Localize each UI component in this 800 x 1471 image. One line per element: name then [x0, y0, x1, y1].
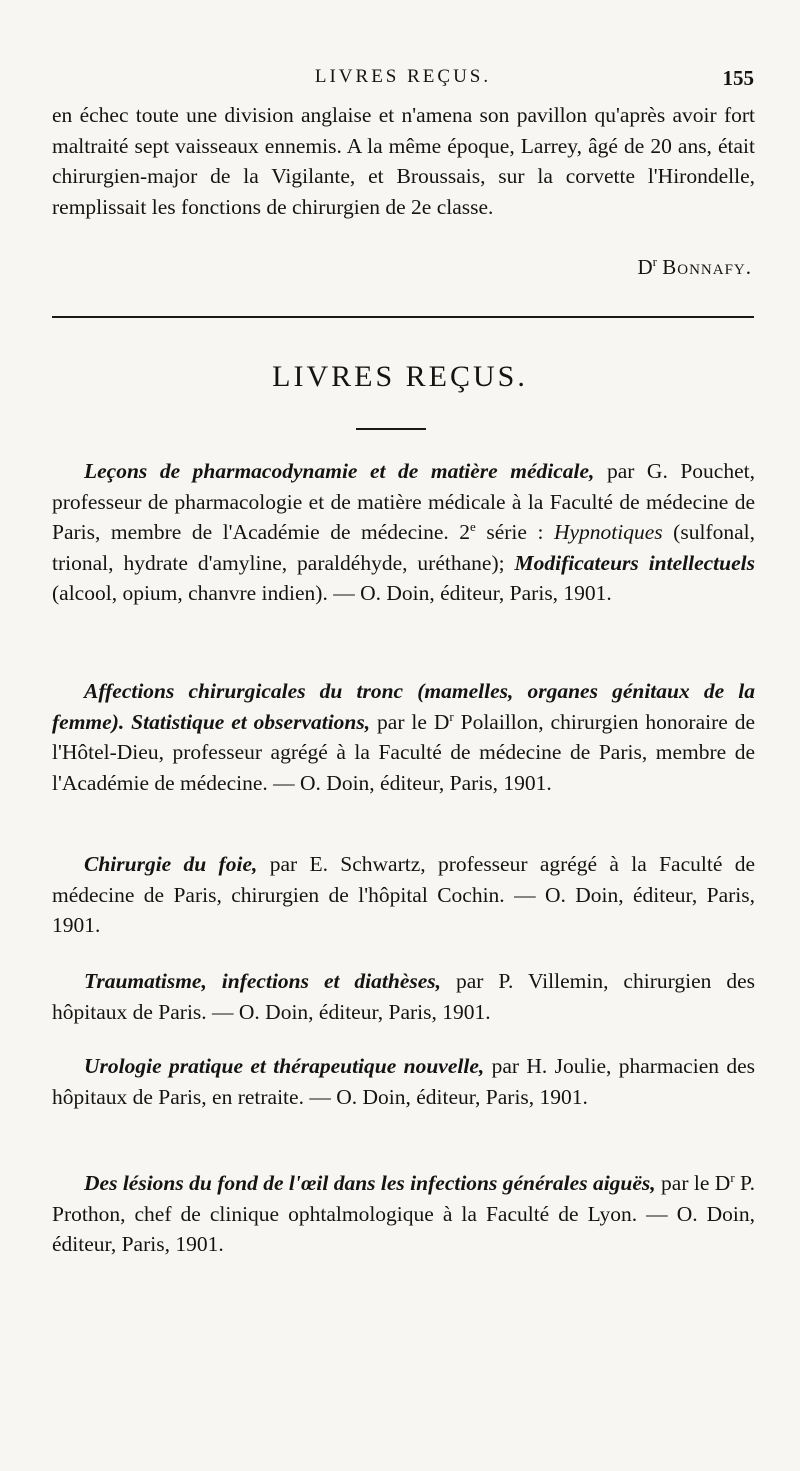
- entry-text: P. Prothon, chef de clinique ophtalmologique à la Faculté de Lyon. — O. Doin, éditeur, Paris, 1901.: [52, 1171, 755, 1256]
- entry-text: (sulfonal, trional, hydrate d'amyline, paraldéhyde, uréthane);: [52, 520, 755, 575]
- section-heading: LIVRES REÇUS.: [272, 360, 528, 393]
- entry-italic: Hypnotiques: [553, 520, 663, 544]
- book-entry: [52, 456, 755, 609]
- signature-prefix: D: [637, 255, 653, 279]
- entry-text: par G. Pouchet, professeur de pharmacologie et de matière médicale à la Faculté de médecine de Paris, membre de l'Académie de médecine. 2: [52, 459, 755, 544]
- book-entry: [52, 676, 755, 798]
- continued-paragraph: [52, 100, 755, 222]
- entry-text: par E. Schwartz, professeur agrégé à la Faculté de médecine de Paris, chirurgien de l'hôpital Cochin. — O. Doin, éditeur, Paris, 1901.: [52, 852, 755, 937]
- book-entry: [52, 849, 755, 941]
- entry-sup: r: [449, 708, 454, 724]
- book-entry: [52, 1051, 755, 1112]
- book-entry: [52, 966, 755, 1027]
- page-number: 155: [722, 66, 754, 90]
- book-title: Urologie pratique et thérapeutique nouvelle,: [84, 1054, 485, 1078]
- entry-text: série :: [475, 520, 554, 544]
- author-signature: [637, 254, 752, 280]
- entry-text: par le D: [655, 1171, 731, 1195]
- heading-underline: [356, 428, 426, 430]
- entry-sup: e: [470, 518, 476, 534]
- book-title: Affections chirurgicales du tronc (mamelles, organes génitaux de la femme). Statistique et observations,: [52, 679, 755, 734]
- running-title: LIVRES REÇUS.: [314, 66, 492, 87]
- book-title: Des lésions du fond de l'œil dans les infections générales aiguës,: [84, 1171, 656, 1195]
- book-title: Leçons de pharmacodynamie et de matière médicale,: [84, 459, 595, 483]
- entry-text: par H. Joulie, pharmacien des hôpitaux de Paris, en retraite. — O. Doin, éditeur, Paris, 1901.: [52, 1054, 755, 1109]
- entry-text: par le D: [370, 709, 450, 734]
- entry-sup: r: [730, 1169, 735, 1185]
- signature-name: Bonnafy.: [662, 255, 752, 279]
- book-title: Chirurgie du foie,: [84, 852, 258, 876]
- continued-paragraph-text: en échec toute une division anglaise et n'amena son pavillon qu'après avoir fort maltraité sept vaisseaux ennemis. A la même époque, Larrey, âgé de 20 ans, était chirurgien-major de la Vigilante, et Broussais, sur la corvette l'Hirondelle, remplissait les fonctions de chirurgien de 2e classe.: [52, 103, 755, 219]
- running-head: [52, 66, 754, 96]
- entry-text: Polaillon, chirurgien honoraire de l'Hôtel-Dieu, professeur agrégé à la Faculté de médecine de Paris, membre de l'Académie de médecine. — O. Doin, éditeur, Paris, 1901.: [52, 709, 756, 795]
- book-title: Traumatisme, infections et diathèses,: [84, 969, 442, 993]
- entry-italic: Modificateurs intellectuels: [514, 550, 755, 575]
- signature-sup: r: [652, 254, 657, 269]
- section-divider: [52, 316, 754, 318]
- entry-text: par P. Villemin, chirurgien des hôpitaux de Paris. — O. Doin, éditeur, Paris, 1901.: [52, 969, 756, 1024]
- book-entry: [52, 1168, 755, 1260]
- entry-text: (alcool, opium, chanvre indien). — O. Doin, éditeur, Paris, 1901.: [52, 581, 612, 605]
